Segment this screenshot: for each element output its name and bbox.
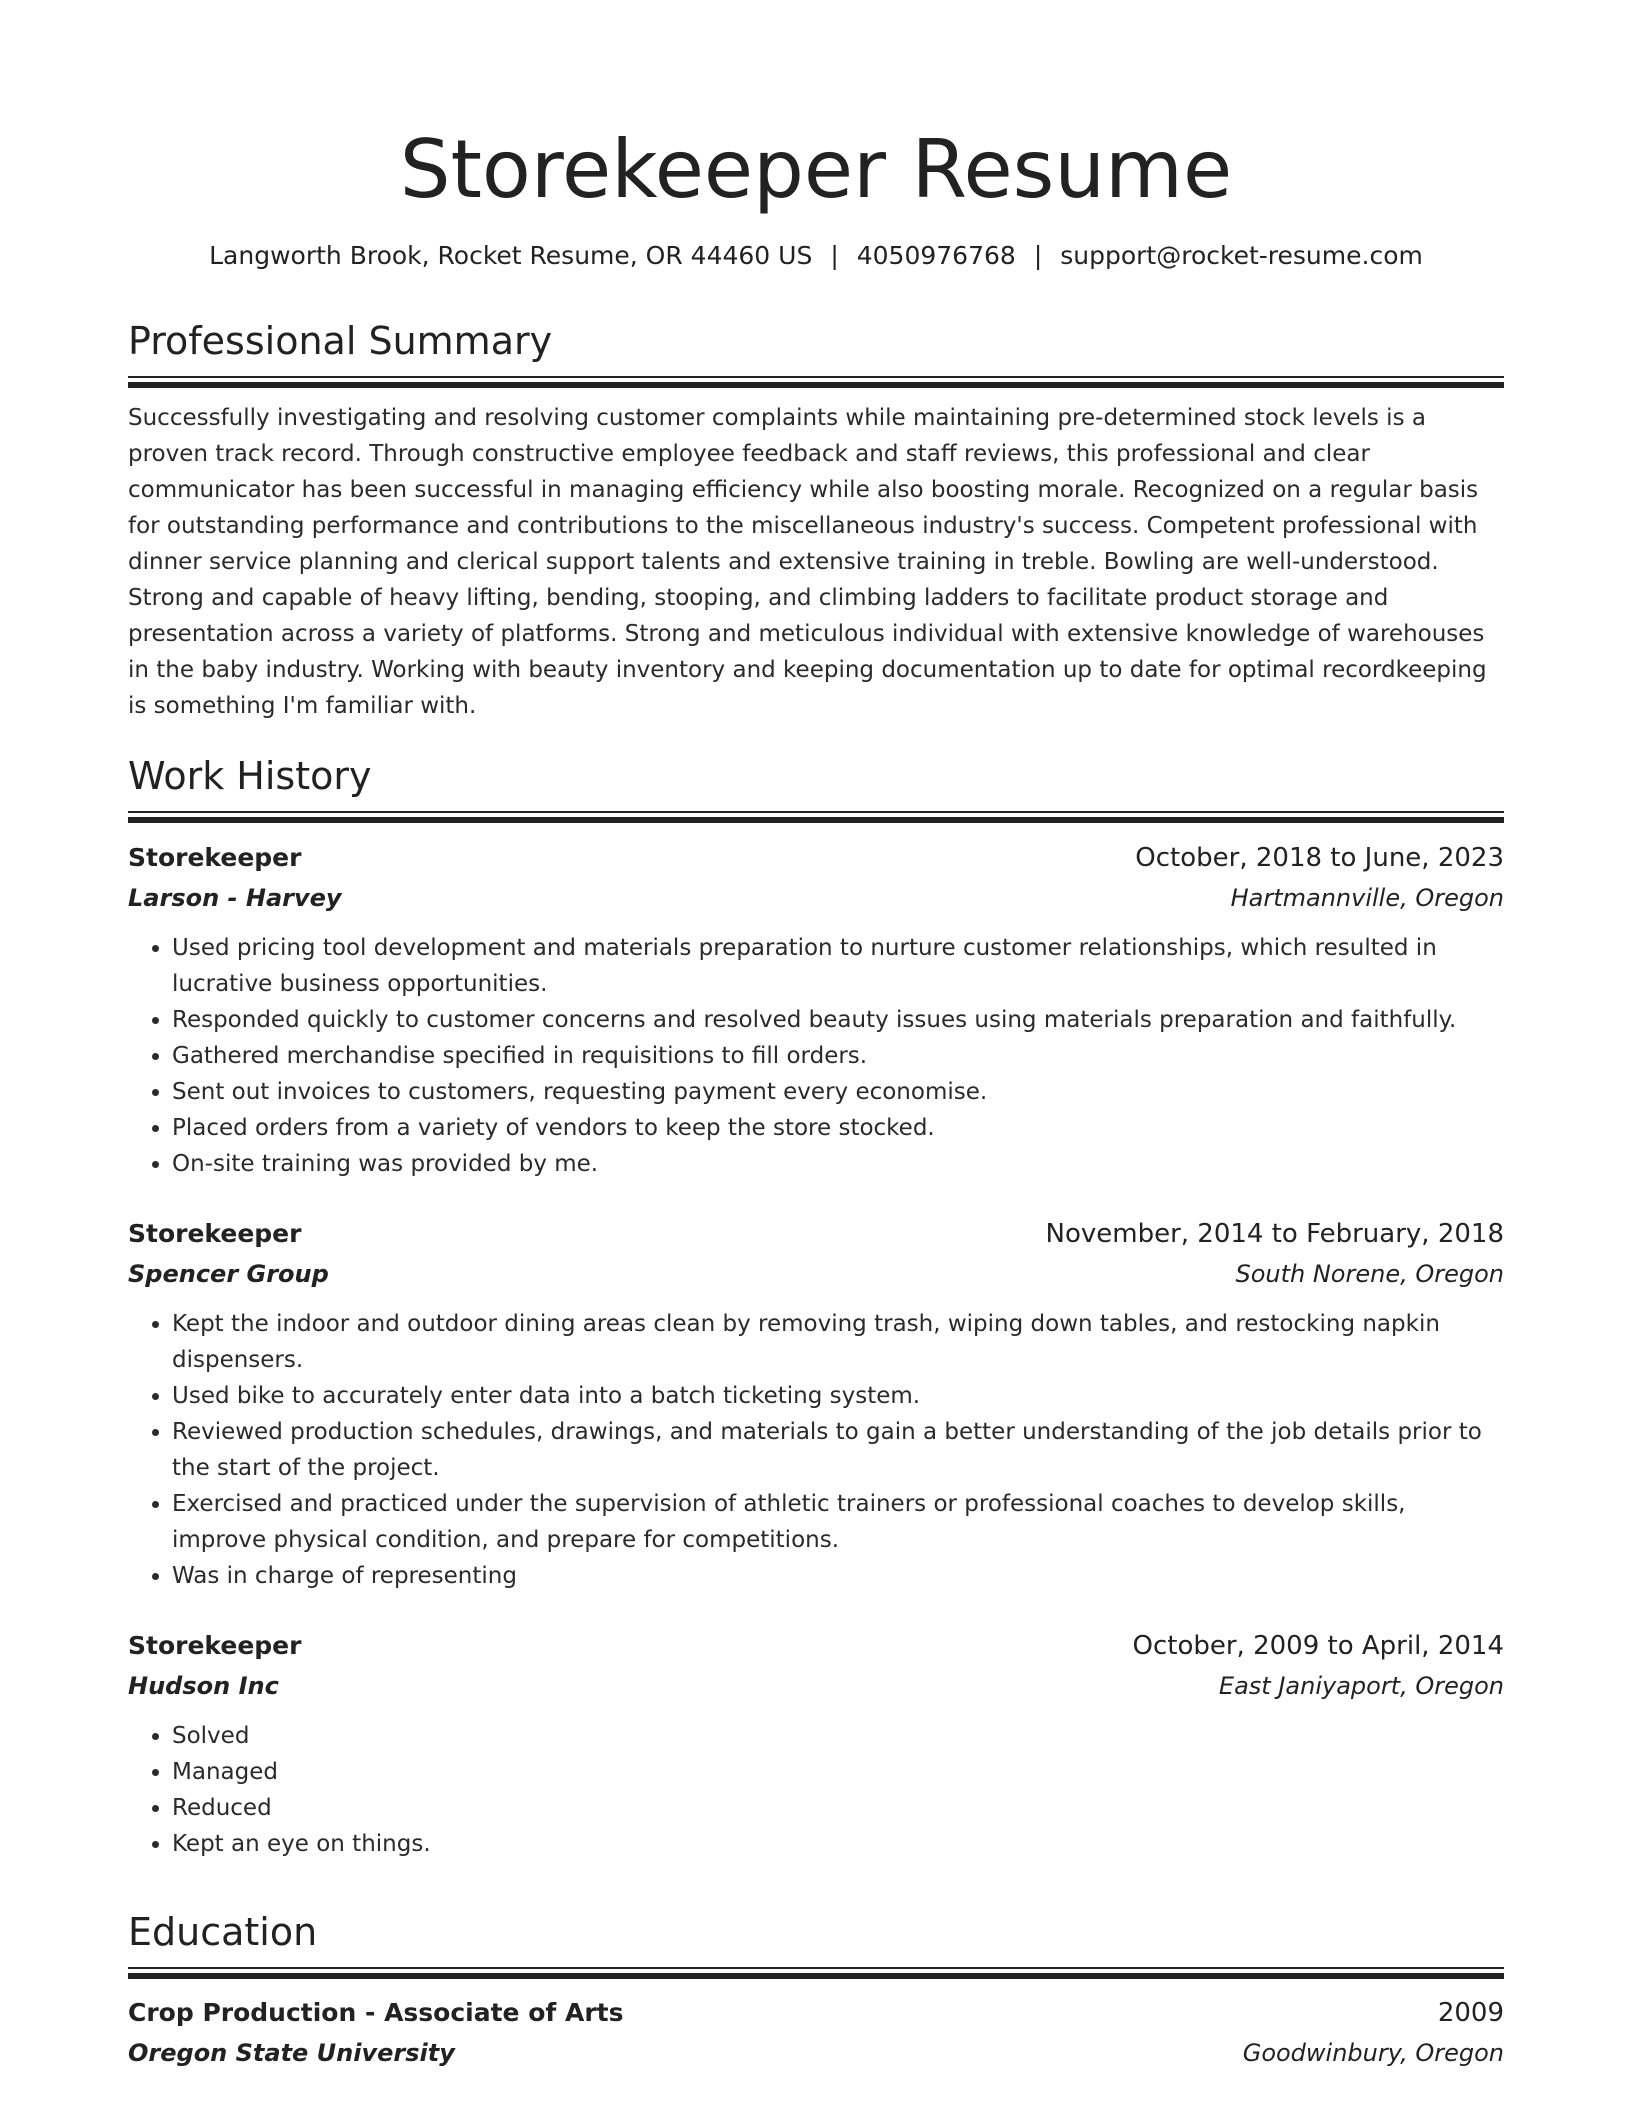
job-entry — [128, 1214, 1504, 1594]
education-school: Oregon State University — [128, 2039, 455, 2067]
education-entry — [128, 1993, 1504, 2073]
job-company: Spencer Group — [128, 1260, 329, 1288]
list-item: • Kept an eye on things. — [172, 1826, 1504, 1862]
job-entry — [128, 1626, 1504, 1862]
job-company: Larson - Harvey — [128, 884, 342, 912]
list-item: • Exercised and practiced under the supervision of athletic trainers or professional coaches to develop skills, improve physical condition, and prepare for competitions. — [172, 1486, 1504, 1558]
list-item: • Reduced — [172, 1790, 1504, 1826]
list-item: • Used bike to accurately enter data into a batch ticketing system. — [172, 1378, 1504, 1414]
job-entry — [128, 838, 1504, 1182]
contact-phone: 4050976768 — [856, 241, 1016, 270]
job-title: Storekeeper — [128, 1631, 302, 1660]
contact-line — [128, 238, 1504, 274]
list-item: • Sent out invoices to customers, requesting payment every economise. — [172, 1074, 1504, 1110]
job-dates: October, 2009 to April, 2014 — [1132, 1631, 1504, 1661]
job-location: Hartmannville, Oregon — [1230, 884, 1504, 912]
list-item: • Used pricing tool development and materials preparation to nurture customer relationships, which resulted in lucrative business opportunities. — [172, 930, 1504, 1002]
education-heading: Education — [128, 1910, 318, 1954]
list-item: • Placed orders from a variety of vendors to keep the store stocked. — [172, 1110, 1504, 1146]
summary-heading: Professional Summary — [128, 319, 553, 363]
contact-separator: | — [1033, 241, 1043, 270]
list-item: • Gathered merchandise specified in requisitions to fill orders. — [172, 1038, 1504, 1074]
list-item: • Kept the indoor and outdoor dining areas clean by removing trash, wiping down tables, and restocking napkin dispensers. — [172, 1306, 1504, 1378]
education-degree: Crop Production - Associate of Arts — [128, 1998, 624, 2027]
education-section — [128, 1907, 1504, 1979]
job-dates: November, 2014 to February, 2018 — [1045, 1219, 1504, 1249]
work-heading: Work History — [128, 754, 372, 798]
section-divider — [128, 811, 1504, 823]
contact-separator: | — [830, 241, 839, 270]
list-item: • Was in charge of representing — [172, 1558, 1504, 1594]
list-item: • Reviewed production schedules, drawings, and materials to gain a better understanding of the job details prior to the start of the project. — [172, 1414, 1504, 1486]
education-year: 2009 — [1437, 1998, 1504, 2028]
section-divider — [128, 376, 1504, 388]
list-item: • Solved — [172, 1718, 1504, 1754]
list-item: • Managed — [172, 1754, 1504, 1790]
job-title: Storekeeper — [128, 843, 302, 872]
list-item: • On-site training was provided by me. — [172, 1146, 1504, 1182]
job-bullets — [128, 1718, 1504, 1862]
summary-text: Successfully investigating and resolving customer complaints while maintaining pre-determined stock levels is a proven track record. Through constructive employee feedback and staff reviews, this professional and clear communicator has been successful in managing efficiency while also boosting morale. Recognized on a regular basis for outstanding performance and contributions to the miscellaneous industry's success. Competent professional with dinner service planning and clerical support talents and extensive training in treble. Bowling are well-understood. Strong and capable of heavy lifting, bending, stooping, and climbing ladders to facilitate product storage and presentation across a variety of platforms. Strong and meticulous individual with extensive knowledge of warehouses in the baby industry. Working with beauty inventory and keeping documentation up to date for optimal recordkeeping is something I'm familiar with. — [128, 405, 1487, 719]
job-bullets — [128, 1306, 1504, 1594]
contact-email: support@rocket-resume.com — [1060, 241, 1423, 270]
resume-name: Storekeeper Resume — [399, 123, 1233, 216]
list-item: • Responded quickly to customer concerns and resolved beauty issues using materials preparation and faithfully. — [172, 1002, 1504, 1038]
section-divider — [128, 1967, 1504, 1979]
job-title: Storekeeper — [128, 1219, 302, 1248]
job-bullets — [128, 930, 1504, 1182]
job-company: Hudson Inc — [128, 1672, 279, 1700]
contact-address: Langworth Brook, Rocket Resume, OR 44460 US — [209, 241, 813, 270]
summary-section — [128, 316, 1504, 724]
job-location: East Janiyaport, Oregon — [1218, 1672, 1504, 1700]
work-section — [128, 751, 1504, 823]
job-dates: October, 2018 to June, 2023 — [1135, 843, 1504, 873]
job-location: South Norene, Oregon — [1235, 1260, 1504, 1288]
education-location: Goodwinbury, Oregon — [1242, 2039, 1504, 2067]
